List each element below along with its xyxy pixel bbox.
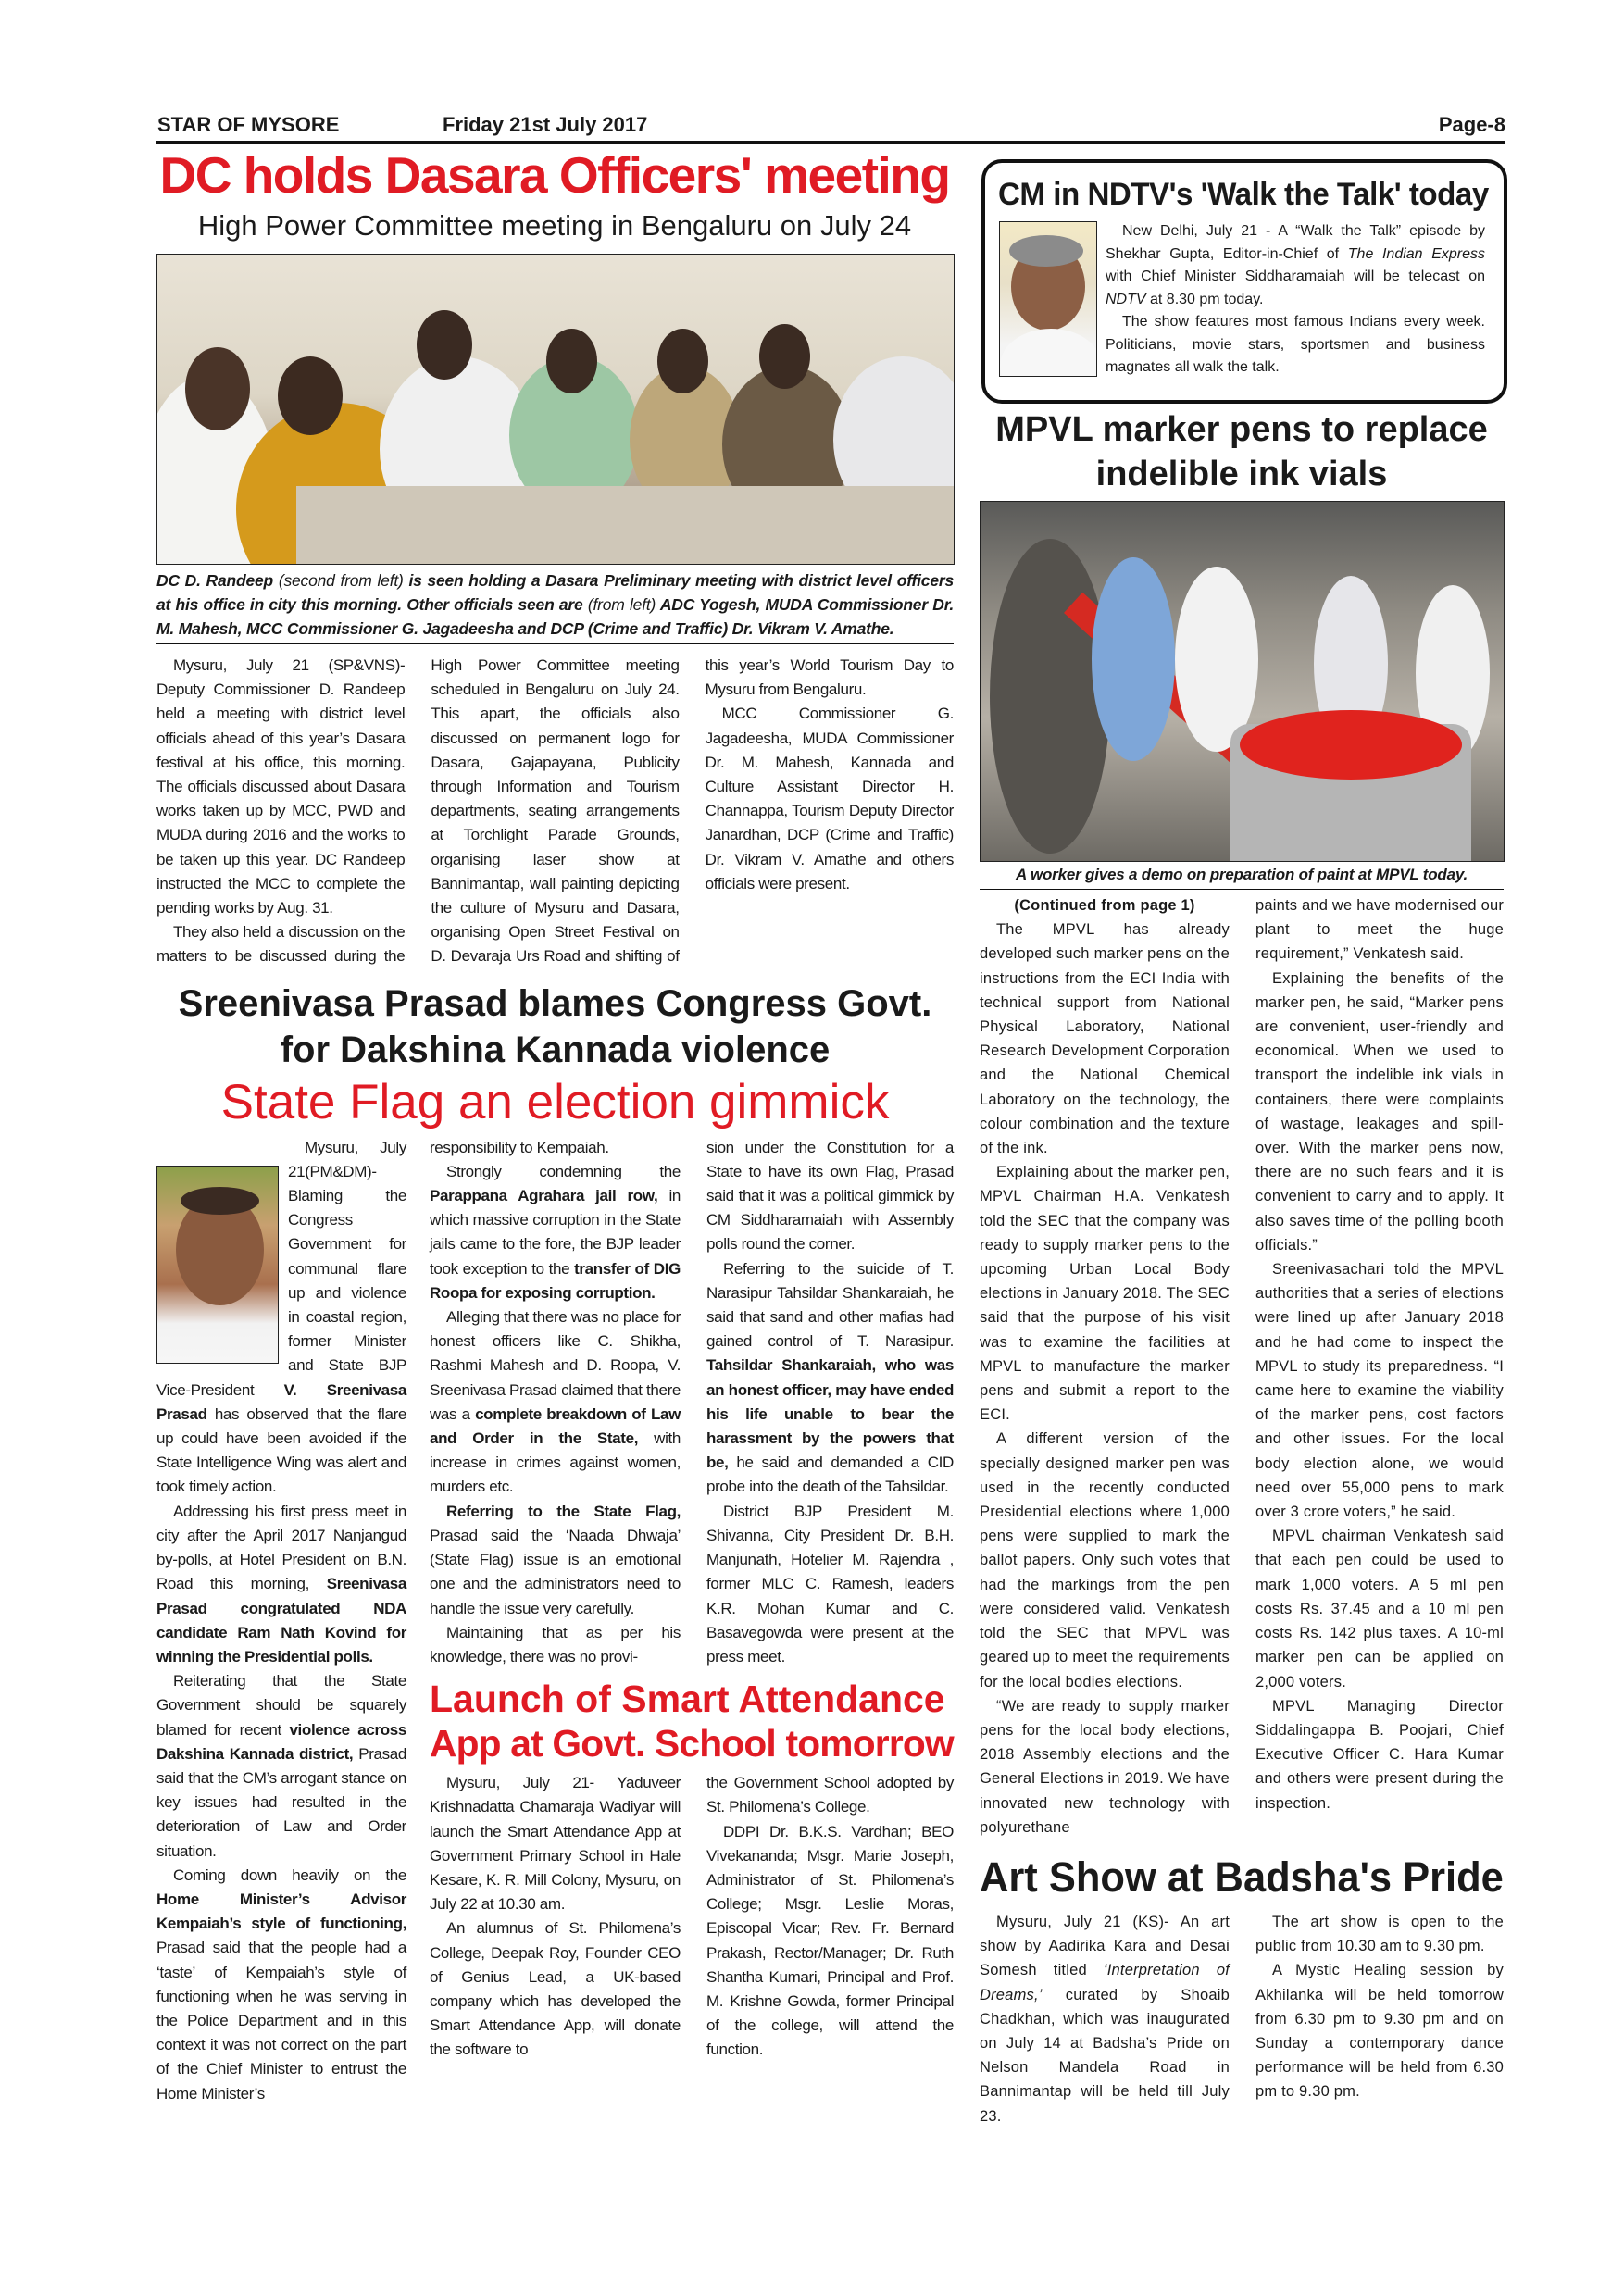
continued-note: (Continued from page 1) <box>1014 897 1195 914</box>
left-content-flow <box>156 568 954 2106</box>
page-number: Page-8 <box>1438 113 1505 136</box>
prasad-column-3 <box>706 1136 954 1669</box>
text-run: Sreenivasachari told the MPVL authorities that a series of elections were lined up after January 2018 and he had come to inspect the MPVL to study its preparedness. “I came here to examine the viability of the marker pens, cost factors and other issues. For the local body election alone, we would need over 55,000 pens to mark over 3 crore voters,” he said. <box>1255 1261 1504 1521</box>
bold-text: Home Minister’s Advisor Kempaiah’s style of functioning, <box>156 1890 406 1933</box>
shirt-shape <box>1000 329 1097 377</box>
text-run: Strongly condemning the <box>446 1162 681 1180</box>
bold-text: Referring to the State Flag, <box>446 1502 681 1520</box>
text-run: Mysuru, July 21(PM&DM)- Blaming the Congress Government for communal flare up and violence in coastal region, former Minister and State BJP Vice-President <box>156 1138 406 1399</box>
paragraph <box>706 1136 954 1257</box>
smart-column-1 <box>430 1771 681 2062</box>
text-run: The MPVL has already developed such marker pens on the instructions from the ECI India with technical support from National Physical Laboratory, National Research Development Corporation and the National Chemical Laboratory on the technology, the colour combination and the texture of the ink. <box>980 921 1230 1157</box>
text-run: Prasad said the ‘Naada Dhwaja’ (State Flag) issue is an emotional one and the administrators need to handle the issue very carefully. <box>430 1526 681 1617</box>
person-head <box>278 356 343 435</box>
text-run: with increase in crimes against women, murders etc. <box>430 1429 681 1496</box>
smart-headline-line1: Launch of Smart Attendance <box>430 1678 945 1721</box>
paragraph <box>1106 311 1485 380</box>
paragraph <box>430 1500 681 1621</box>
person-head <box>546 329 597 393</box>
paper-name: STAR OF MYSORE <box>157 113 340 136</box>
paragraph <box>706 1820 954 2063</box>
red-paint-shape <box>1240 710 1462 780</box>
text-run: paints and we have modernised our plant to meet the huge requirement,” Venkatesh said. <box>1255 897 1505 963</box>
text-run: Maintaining that as per his knowledge, there was no provi- <box>430 1623 681 1666</box>
text-run: Reiterating that the State Government should be squarely blamed for recent <box>156 1672 406 1739</box>
mpvl-headline-line2: indelible ink vials <box>1095 455 1388 493</box>
text-run: An alumnus of St. Philomena’s College, Deepak Roy, Founder CEO of Genius Lead, a UK-based company which has developed the Smart Attendance App, will donate the software to <box>430 1919 681 2059</box>
dasara-article-body <box>156 654 954 969</box>
italic-text: (second from left) <box>278 571 404 590</box>
italic-text: ‘Interpretation of Dreams,’ <box>980 1962 1230 2003</box>
worker-shape <box>990 539 1110 854</box>
text-run: New Delhi, July 21 - A “Walk the Talk” episode by Shekhar Gupta, Editor-in-Chief of <box>1106 223 1485 262</box>
text-run: “We are ready to supply marker pens for the local body elections, 2018 Assembly elections and the General Elections in 2019. We have innovated new technology with polyurethane <box>980 1697 1230 1836</box>
bold-text: violence across Dakshina Kannada district, <box>156 1720 407 1763</box>
paragraph <box>1255 1257 1504 1524</box>
text-run: at 8.30 pm today. <box>1145 291 1264 307</box>
text-run: Mysuru, July 21 (SP&VNS)- Deputy Commissioner D. Randeep held a meeting with district level officials ahead of this year’s Dasara festival at his office, this morning. The officials discussed about Dasara works taken up by MCC, PWD and MUDA during 2016 and the works to be taken up this year. DC Randeep instructed the MCC to complete the pending works by Aug. 31. <box>156 656 406 917</box>
bold-text: Tahsildar Shankaraiah, who was an honest officer, may have ended his life unable to bear the harassment by the powers that be, <box>706 1356 954 1472</box>
caption-rule <box>156 643 954 644</box>
hair-shape <box>181 1187 259 1215</box>
paragraph <box>706 1771 954 1819</box>
text-run: sion under the Constitution for a State to have its own Flag, Prasad said that it was a political gimmick by CM Siddharamaiah with Assembly polls round the corner. <box>706 1138 954 1254</box>
smart-column-2 <box>706 1771 954 2062</box>
paragraph <box>706 702 954 896</box>
text-run: Mysuru, July 21 (KS)- An art show by Aadirika Kara and Desai Somesh titled <box>980 1913 1230 1979</box>
text-run: he said and demanded a CID probe into the death of the Tahsildar. <box>706 1454 954 1496</box>
paragraph <box>980 1160 1230 1427</box>
art-headline: Art Show at Badsha's Pride <box>980 1853 1504 1901</box>
table-shape <box>296 486 954 565</box>
text-run: Prasad said that the people had a ‘taste’ of Kempaiah’s style of functioning when he was serving in the Police Department and in this context it was not correct on the part of the Chief Minister to entrust the Home Minister’s <box>156 1939 406 2103</box>
cm-body <box>1106 220 1485 380</box>
paragraph <box>156 1500 406 1669</box>
text-run: MPVL Managing Director Siddalingappa B. Poojari, Chief Executive Officer C. Hara Kumar and others were present during the inspection. <box>1255 1697 1504 1812</box>
art-column-1 <box>980 1910 1230 2128</box>
bold-text: is seen holding a Dasara Preliminary meeting with district level officers at his office in city this morning. Other officials seen are <box>156 571 955 614</box>
paragraph <box>430 1771 681 1916</box>
text-run: A Mystic Healing session by Akhilanka will be held tomorrow from 6.30 pm to 9.30 pm and on Sunday a contemporary dance performance will be held from 6.30 pm to 9.30 pm. <box>1255 1962 1504 2101</box>
text-run: Explaining about the marker pen, MPVL Chairman H.A. Venkatesh told the SEC that the company was ready to supply marker pens to the upcoming Urban Local Body elections in January 2018. The SEC said that the purpose of his visit was to examine the facilities at MPVL to manufacture the marker pens and submit a report to the ECI. <box>980 1164 1230 1424</box>
italic-text: NDTV <box>1106 291 1146 307</box>
mpvl-paint-demo-photo <box>980 501 1505 862</box>
smart-columns <box>430 1771 954 2062</box>
cm-headline: CM in NDTV's 'Walk the Talk' today <box>998 177 1489 212</box>
text-run: Prasad said that the CM’s arrogant stance on key issues had resulted in the deterioration of Law and Order situation. <box>156 1744 406 1860</box>
art-column-2 <box>1255 1910 1504 2104</box>
text-run: the Government School adopted by St. Philomena’s College. <box>706 1774 954 1816</box>
mpvl-column-2 <box>1255 893 1504 1816</box>
text-run: A different version of the specially designed marker pen was used in the recently conducted Presidential elections where 1,000 pens were supplied to mark the ballot papers. Only such votes that had the markings from the pen were considered valid. Venkatesh told the SEC that MPVL was geared up to meet the requirements for the local bodies elections. <box>980 1430 1230 1691</box>
paragraph <box>156 654 405 920</box>
paragraph <box>430 1305 681 1500</box>
person-head <box>417 310 472 380</box>
text-run: DDPI Dr. B.K.S. Vardhan; BEO Vivekananda; Msgr. Marie Joseph, Administrator of St. Philomena’s College; Msgr. Leslie Moras, Episcopal Vicar; Rev. Fr. Bernard Prakash, Rector/Manager; Dr. Ruth Shantha Kumari, Principal and Prof. M. Krishne Gowda, former Principal of the college, will attend the function. <box>706 1822 954 2059</box>
text-run: Mysuru, July 21- Yaduveer Krishnadatta Chamaraja Wadiyar will launch the Smart Attendance App at Government Primary School in Hale Kesare, K. R. Mill Colony, Mysuru, on July 22 at 10.30 am. <box>430 1774 681 1914</box>
paragraph <box>1255 893 1504 967</box>
smart-headline-line2: App at Govt. School tomorrow <box>430 1722 954 1766</box>
paragraph <box>706 1257 954 1500</box>
person-shape <box>1092 557 1175 761</box>
bold-text: Parappana Agrahara jail row, <box>430 1187 658 1205</box>
hair-shape <box>1009 235 1083 267</box>
paragraph <box>980 1427 1230 1693</box>
mpvl-column-1 <box>980 893 1230 1840</box>
dasara-subhead: High Power Committee meeting in Bengaluru on July 24 <box>197 209 912 242</box>
text-run: curated by Shoaib Chadkhan, which was inaugurated on July 14 at Badsha’s Pride on Nelson Mandela Road in Bannimantap will be held till July 23. <box>980 1986 1230 2125</box>
issue-date: Friday 21st July 2017 <box>443 113 648 136</box>
paragraph <box>1255 967 1504 1257</box>
text-run: Addressing his first press meet in city after the April 2017 Nanjangud by-polls, at Hotel President on B.N. Road this morning, <box>156 1502 406 1593</box>
italic-text: (from left) <box>587 595 656 614</box>
paragraph <box>430 1916 681 2062</box>
bold-text: V. Sreenivasa Prasad <box>156 1380 406 1423</box>
art-columns <box>980 1910 1504 2128</box>
cm-ndtv-box <box>981 159 1507 404</box>
text-run: The art show is open to the public from 10.30 am to 9.30 pm. <box>1255 1913 1504 1955</box>
mpvl-photo-caption <box>980 863 1504 887</box>
person-head <box>759 324 810 389</box>
paragraph <box>1255 1958 1504 2103</box>
bold-text: transfer of DIG Roopa for exposing corruption. <box>430 1259 681 1302</box>
text-run: responsibility to Kempaiah. <box>430 1138 609 1156</box>
text-run: in which massive corruption in the State jails came to the fore, the BJP leader took exception to the <box>430 1187 681 1278</box>
person-head <box>185 347 250 430</box>
prasad-column-2 <box>430 1136 681 1669</box>
prasad-kicker: State Flag an election gimmick <box>220 1074 890 1129</box>
caption-rule <box>980 889 1504 890</box>
paragraph <box>1255 1910 1504 1958</box>
prasad-column-1 <box>156 1136 406 2106</box>
paragraph <box>980 1910 1230 2128</box>
prasad-columns <box>156 1136 954 2106</box>
prasad-right-area <box>430 1136 954 2063</box>
paragraph <box>1255 1694 1504 1816</box>
mpvl-columns <box>980 893 1504 1840</box>
bold-text: Sreenivasa Prasad congratulated NDA candidate Ram Nath Kovind for winning the Presidential polls. <box>156 1575 406 1666</box>
text-run: has observed that the flare up could have been avoided if the State Intelligence Wing was alert and took timely action. <box>156 1404 406 1496</box>
dasara-meeting-photo <box>156 254 955 565</box>
person-head <box>657 329 708 393</box>
bold-text: ADC Yogesh, MUDA Commissioner Dr. M. Mahesh, MCC Commissioner G. Jagadeesha and DCP (Crime and Traffic) Dr. Vikram V. Amathe. <box>156 595 954 638</box>
bold-text: DC D. Randeep <box>156 571 279 590</box>
paragraph <box>706 1500 954 1669</box>
bold-text: A worker gives a demo on preparation of paint at MPVL today. <box>1015 866 1468 883</box>
paragraph <box>430 1621 681 1669</box>
paragraph <box>1255 1524 1504 1693</box>
text-run: Coming down heavily on the <box>173 1866 406 1884</box>
paragraph <box>430 1136 681 1160</box>
paragraph <box>980 917 1230 1160</box>
right-content-flow <box>980 863 1504 2128</box>
text-run: The show features most famous Indians every week. Politicians, movie stars, sportsmen and business magnates all walk the talk. <box>1106 314 1485 375</box>
dasara-headline: DC holds Dasara Officers' meeting <box>159 146 950 204</box>
prasad-columns-2-3 <box>430 1136 954 1669</box>
text-run: Explaining the benefits of the marker pen, he said, “Marker pens are convenient, user-friendly and economical. When we used to transport the indelible ink vials in containers, there were complaints of wastage, leakages and spill-over. With the marker pens now, there are no such fears and it is convenient to carry and to apply. It also saves time of the polling booth officials.” <box>1255 969 1504 1254</box>
text-run: Alleging that there was no place for honest officers like C. Shikha, Rashmi Mahesh and D. Roopa, V. Sreenivasa Prasad claimed that there was a <box>430 1308 681 1423</box>
prasad-headline-line1: Sreenivasa Prasad blames Congress Govt. <box>178 982 932 1024</box>
text-run: They also held a discussion on the matters to be discussed during the High Power Committee meeting scheduled in Bengaluru on July 24. This apart, the officials also discussed on permanent logo for Dasara, Gajapayana, Publicity through Information and Tourism departments, seating arrangements at Torchlight Parade Grounds, organising laser show at Bannimantap, wall painting depicting the culture of Mysuru and Dasara, organising Open Street Festival on D. Devaraja Urs Road and shifting of this year’s World Tourism Day to Mysuru from Bengaluru. <box>156 656 954 966</box>
paragraph <box>430 1160 681 1305</box>
dasara-photo-caption <box>156 568 954 641</box>
text-run: with Chief Minister Siddharamaiah will be telecast on <box>1106 268 1485 284</box>
text-run: MPVL chairman Venkatesh said that each pen could be used to mark 1,000 voters. A 5 ml pen costs Rs. 37.45 and a 10 ml pen costs Rs. 142 plus taxes. A 10-ml marker pen can be applied on 2,000 voters. <box>1255 1528 1504 1691</box>
bold-text: complete breakdown of Law and Order in the State, <box>430 1404 681 1448</box>
text-run: District BJP President M. Shivanna, City President Dr. B.H. Manjunath, Hotelier M. Rajendra , former MLC C. Ramesh, leaders K.R. Mohan Kumar and C. Basavegowda were present at the press meet. <box>706 1502 954 1666</box>
paragraph <box>156 1669 406 1864</box>
italic-text: The Indian Express <box>1347 245 1485 262</box>
paragraph <box>980 1694 1230 1840</box>
mpvl-headline-line1: MPVL marker pens to replace <box>995 410 1488 449</box>
prasad-portrait-photo <box>156 1166 279 1364</box>
cm-portrait-photo <box>999 221 1097 377</box>
prasad-headline-line2: for Dakshina Kannada violence <box>280 1029 831 1070</box>
text-run: Referring to the suicide of T. Narasipur Tahsildar Shankaraiah, he said that sand and other mafias had gained control of T. Narasipur. <box>706 1259 954 1351</box>
paragraph <box>1106 220 1485 311</box>
text-run: MCC Commissioner G. Jagadeesha, MUDA Commissioner Dr. M. Mahesh, Kannada and Culture Assistant Director H. Channappa, Tourism Deputy Director Janardhan, DCP (Crime and Traffic) Dr. Vikram V. Amathe and others officials were present. <box>705 705 954 892</box>
paragraph <box>156 1864 406 2106</box>
